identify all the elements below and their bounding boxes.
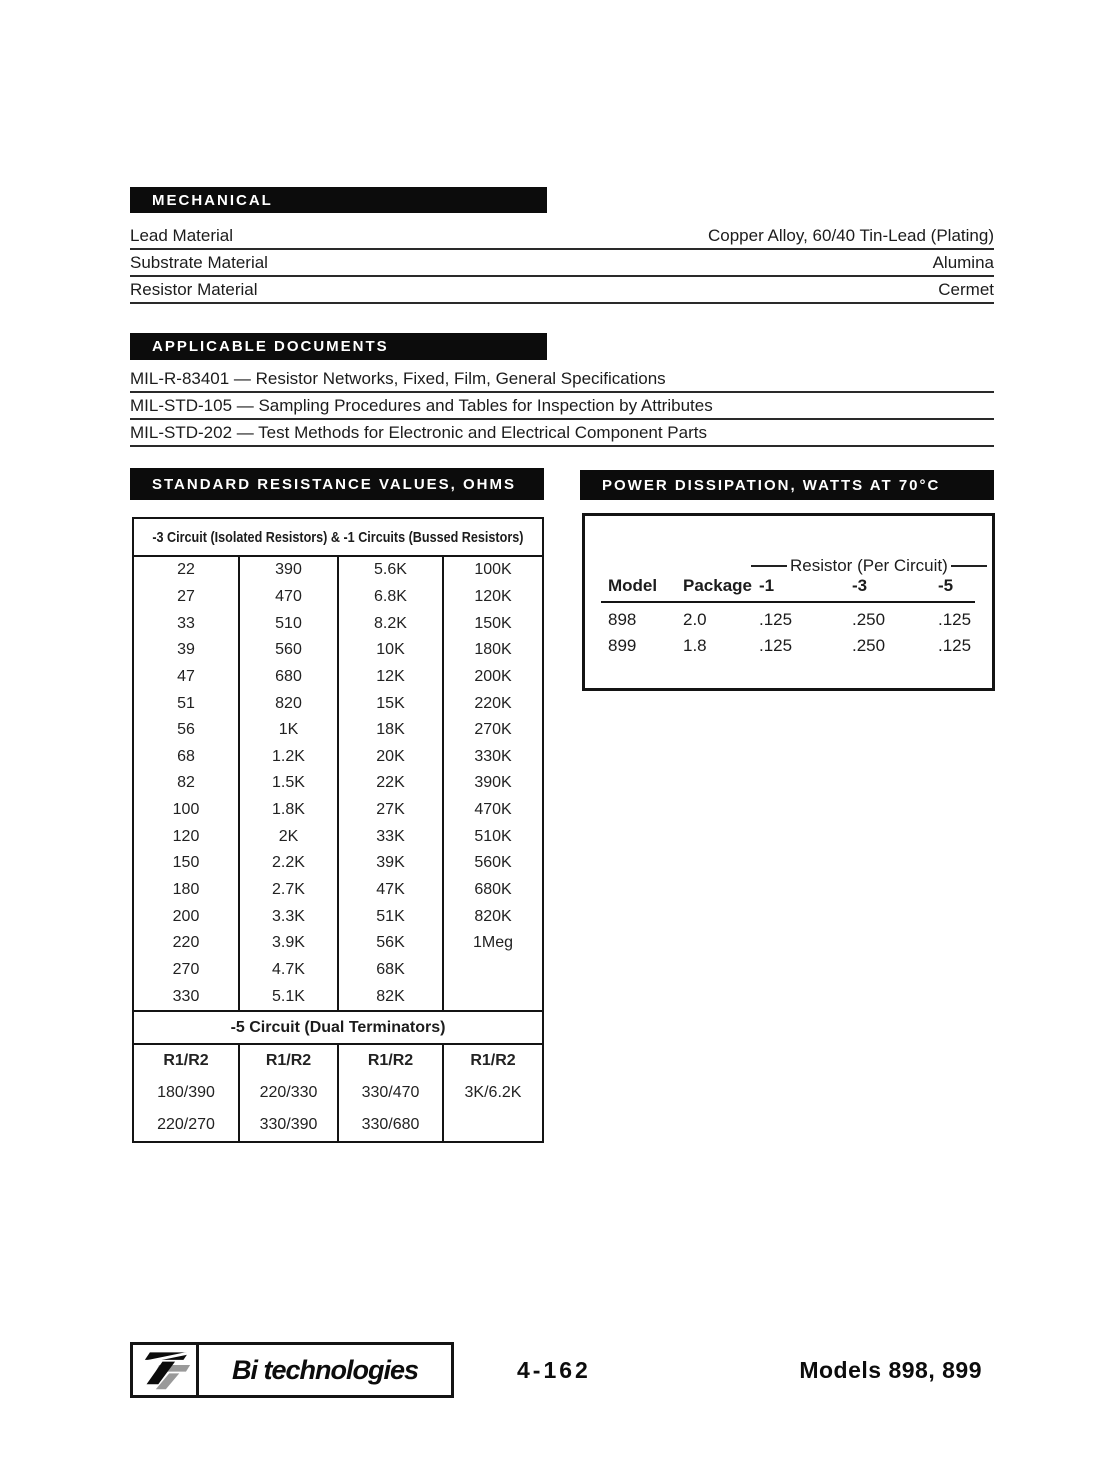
res-cell: 3.9K — [240, 930, 339, 957]
res-cell: 390K — [474, 774, 512, 792]
res-cell: 22K — [339, 770, 444, 797]
spec-value: Alumina — [932, 252, 994, 272]
power-cell: .250 — [852, 636, 886, 655]
res-cell: 820 — [240, 690, 339, 717]
dual-cell: R1/R2 — [470, 1052, 516, 1069]
res-cell: 27K — [339, 797, 444, 824]
res-cell — [444, 983, 542, 1010]
res-cell: 39K — [339, 850, 444, 877]
res-cell: 51 — [134, 690, 240, 717]
spec-value: Copper Alloy, 60/40 Tin-Lead (Plating) — [707, 225, 994, 245]
res-cell: 10K — [339, 637, 444, 664]
dual-cell: 330/470 — [339, 1077, 444, 1109]
logo-wordmark: Bi technologies — [231, 1354, 419, 1385]
doc-item: MIL-STD-105 — Sampling Procedures and Tables for Inspection by Attributes — [130, 393, 994, 420]
power-cell: 899 — [608, 636, 637, 655]
res-cell — [444, 957, 542, 984]
mechanical-section-header: MECHANICAL — [130, 187, 547, 213]
res-cell: 56K — [339, 930, 444, 957]
res-cell: 510K — [474, 827, 512, 845]
res-cell: 68 — [134, 744, 240, 771]
power-cell: .125 — [938, 636, 972, 655]
res-cell: 27 — [134, 584, 240, 611]
res-cell: 1.2K — [240, 744, 339, 771]
spec-value: Cermet — [938, 279, 994, 299]
res-cell: 390 — [240, 557, 339, 584]
doc-item: MIL-STD-202 — Test Methods for Electronic and Electrical Component Parts — [130, 420, 994, 447]
spec-label: Lead Material — [130, 225, 234, 245]
power-cell: .125 — [938, 610, 972, 629]
applicable-documents-section-header: APPLICABLE DOCUMENTS — [130, 333, 547, 360]
res-cell: 33 — [134, 610, 240, 637]
dual-cell: R1/R2 — [339, 1045, 444, 1077]
res-cell: 3.3K — [240, 903, 339, 930]
spec-label: Substrate Material — [130, 252, 268, 272]
res-cell: 56 — [134, 717, 240, 744]
dual-cell: 330/390 — [240, 1109, 339, 1141]
res-cell: 200K — [474, 667, 512, 685]
tt-monogram-icon — [133, 1345, 199, 1395]
power-column-header: -3 — [852, 576, 868, 595]
res-cell: 5.6K — [339, 557, 444, 584]
res-cell: 51K — [339, 903, 444, 930]
mechanical-rows — [130, 223, 994, 304]
spec-label: Resistor Material — [130, 279, 258, 299]
power-cell: 2.0 — [683, 610, 707, 629]
res-cell: 100 — [134, 797, 240, 824]
dual-cell: 180/390 — [134, 1077, 240, 1109]
res-cell: 180K — [474, 641, 512, 659]
dual-cell: 220/270 — [134, 1109, 240, 1141]
dual-cell — [444, 1109, 542, 1141]
res-cell: 470 — [240, 584, 339, 611]
dual-terminators-header: -5 Circuit (Dual Terminators) — [134, 1010, 542, 1045]
power-header-row — [585, 576, 992, 596]
power-cell: 1.8 — [683, 636, 707, 655]
res-cell: 6.8K — [339, 584, 444, 611]
power-header-rule — [601, 601, 975, 603]
power-column-header: -1 — [759, 576, 775, 595]
res-cell: 2K — [240, 823, 339, 850]
dash-rule-right — [951, 565, 987, 567]
dual-cell: R1/R2 — [240, 1045, 339, 1077]
res-cell: 1K — [240, 717, 339, 744]
res-cell: 1Meg — [472, 934, 514, 952]
res-cell: 82 — [134, 770, 240, 797]
dual-grid — [134, 1045, 542, 1141]
res-cell: 1.8K — [240, 797, 339, 824]
res-cell: 270K — [474, 721, 512, 739]
res-cell: 82K — [339, 983, 444, 1010]
power-dissipation-section-header: POWER DISSIPATION, WATTS AT 70°C — [580, 470, 994, 500]
doc-item: MIL-R-83401 — Resistor Networks, Fixed, Film, General Specifications — [130, 366, 994, 393]
dual-cell: R1/R2 — [134, 1045, 240, 1077]
res-cell: 470K — [474, 801, 512, 819]
res-cell: 22 — [134, 557, 240, 584]
res-cell: 1.5K — [240, 770, 339, 797]
resistance-table-header — [134, 519, 542, 557]
bi-technologies-logo — [130, 1342, 454, 1398]
power-cell: .250 — [852, 610, 886, 629]
dual-cell: 3K/6.2K — [464, 1084, 522, 1101]
resistor-per-circuit-label: Resistor (Per Circuit) — [790, 556, 948, 575]
resistance-values-table — [132, 517, 544, 1143]
power-dissipation-table — [582, 513, 995, 691]
dual-cell: 330/680 — [339, 1109, 444, 1141]
res-cell: 15K — [339, 690, 444, 717]
res-cell: 180 — [134, 877, 240, 904]
power-row — [585, 610, 992, 630]
res-cell: 2.7K — [240, 877, 339, 904]
spec-row — [130, 223, 994, 250]
resistor-per-circuit-span-header — [751, 556, 987, 576]
footer-models-label: Models 898, 899 — [799, 1357, 982, 1383]
res-cell: 5.1K — [240, 983, 339, 1010]
power-column-header: Model — [608, 576, 658, 595]
res-cell: 100K — [474, 561, 512, 579]
res-cell: 330K — [474, 747, 512, 765]
res-cell: 680K — [474, 881, 512, 899]
res-cell: 39 — [134, 637, 240, 664]
resistance-table-header-label: -3 Circuit (Isolated Resistors) & -1 Circuits (Bussed Resistors) — [152, 528, 524, 546]
res-cell: 4.7K — [240, 957, 339, 984]
res-cell: 150K — [474, 614, 512, 632]
res-cell: 120K — [474, 587, 512, 605]
resistance-values-section-header: STANDARD RESISTANCE VALUES, OHMS — [130, 468, 544, 500]
res-cell: 47 — [134, 664, 240, 691]
res-cell: 220 — [134, 930, 240, 957]
dash-rule-left — [751, 565, 787, 567]
power-column-header: Package — [683, 576, 752, 595]
res-grid — [134, 557, 542, 1010]
applicable-documents-list — [130, 366, 994, 447]
res-cell: 330 — [134, 983, 240, 1010]
res-cell: 200 — [134, 903, 240, 930]
res-cell: 560 — [240, 637, 339, 664]
res-cell: 560K — [474, 854, 512, 872]
res-cell: 68K — [339, 957, 444, 984]
res-cell: 270 — [134, 957, 240, 984]
res-cell: 12K — [339, 664, 444, 691]
spec-row — [130, 277, 994, 304]
res-cell: 220K — [474, 694, 512, 712]
res-cell: 2.2K — [240, 850, 339, 877]
power-cell: .125 — [759, 610, 793, 629]
power-column-header: -5 — [938, 576, 954, 595]
spec-row — [130, 250, 994, 277]
res-cell: 47K — [339, 877, 444, 904]
power-cell: 898 — [608, 610, 637, 629]
res-cell: 20K — [339, 744, 444, 771]
res-cell: 120 — [134, 823, 240, 850]
power-row — [585, 636, 992, 656]
res-cell: 18K — [339, 717, 444, 744]
res-cell: 8.2K — [339, 610, 444, 637]
page-number: 4-162 — [517, 1357, 591, 1383]
dual-cell: 220/330 — [240, 1077, 339, 1109]
res-cell: 680 — [240, 664, 339, 691]
res-cell: 33K — [339, 823, 444, 850]
power-cell: .125 — [759, 636, 793, 655]
res-cell: 510 — [240, 610, 339, 637]
res-cell: 150 — [134, 850, 240, 877]
res-cell: 820K — [474, 907, 512, 925]
